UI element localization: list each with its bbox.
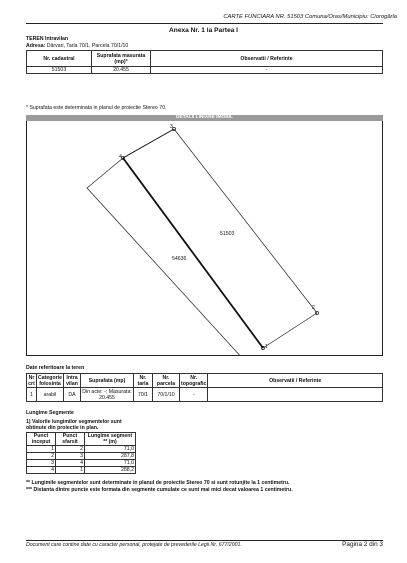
segments-heading: Lungime Segmente <box>26 410 74 416</box>
header-rule <box>26 23 383 24</box>
teren-cell-cadastral: 51503 <box>27 67 92 74</box>
point-2-label: 2 <box>312 305 315 311</box>
land-col-tarla: Nr. tarla <box>134 374 153 388</box>
plan-frame <box>26 115 383 356</box>
land-cell-suprafata: Din acte: -; Masurata: 20.455 <box>82 388 132 401</box>
boundary-line-2-1 <box>263 313 317 348</box>
segment-row-1-start: 1 <box>27 446 56 453</box>
teren-table <box>26 50 383 74</box>
boundary-line-3-4 <box>123 129 174 158</box>
segment-row-4-end: 1 <box>56 467 85 474</box>
teren-cell-suprafata: 20.455 <box>92 67 151 74</box>
land-heading: Date referitoare la teren <box>26 365 85 371</box>
segments-intro: 1) Valorile lungimilor segmentelor sunt obtinute din proiectie in plan. <box>26 419 122 431</box>
segments-table <box>26 432 136 474</box>
land-col-intravilan: Intra vilan <box>64 374 81 388</box>
segment-row-4-start: 4 <box>27 467 56 474</box>
land-cell-parcela: 70/1/10 <box>153 388 180 402</box>
plan-title: DETALII LINIARE IMOBIL <box>176 115 233 121</box>
address-value: Dârvari, Tarla 70/1, Parcela 70/1/10 <box>46 43 129 49</box>
annex-title: Anexa Nr. 1 la Partea I <box>169 27 238 34</box>
teren-cell-observatii: - <box>151 67 383 74</box>
land-cell-nr: 1 <box>27 388 37 402</box>
point-1-label: 1 <box>265 344 268 350</box>
segments-note-2: *** Distanta dintre puncte este formata din segmente cumulate ce sunt mai mici decat valoarea 1 centimetru. <box>26 487 293 493</box>
segment-row-1-length: 71,0 <box>85 446 136 453</box>
land-col-nr: Nr crt <box>28 374 35 387</box>
land-cell-observatii <box>208 388 383 402</box>
segment-row-2-length: 287,8 <box>85 453 136 460</box>
segment-row-4-length: 288,2 <box>85 467 136 474</box>
segment-row-3-length: 71,0 <box>85 460 136 467</box>
teren-footnote: * Suprafata este determinata in planul de proiectie Stereo 70. <box>26 105 167 111</box>
point-4-label: 4 <box>119 154 122 160</box>
land-col-topografic: Nr. topografic <box>181 374 207 387</box>
land-cell-categorie: arabil <box>37 388 64 402</box>
footer-rule <box>26 540 383 541</box>
segment-row-1-end: 2 <box>56 446 85 453</box>
land-col-parcela: Nr. parcela <box>153 374 180 388</box>
land-table <box>26 373 383 402</box>
point-3-label: 3 <box>170 124 173 130</box>
teren-col-cadastral: Nr. cadastral <box>27 51 92 67</box>
segments-col-end: Punct sfarsit <box>56 433 85 446</box>
teren-col-observatii: Observatii / Referinte <box>151 51 383 67</box>
footer-disclaimer: Document care contine date cu caracter personal, protejate de prevederile Legii Nr. 677/2001. <box>26 542 242 548</box>
parcel-number-label: 51503 <box>220 231 235 237</box>
land-cell-topografic: - <box>180 388 208 402</box>
plan-drawing <box>27 116 382 355</box>
segments-col-start: Punct inceput <box>27 433 56 446</box>
segments-note-1: ** Lungimile segmentelor sunt determinate in planul de proiectie Stereo 70 si sunt rotunjite la 1 centimetru. <box>26 480 290 486</box>
segment-row-2-end: 3 <box>56 453 85 460</box>
segments-col-length: Lungime segment ** (m) <box>85 433 136 446</box>
document-header: CARTE FUNCIARA NR. 51503 Comuna/Oras/Municipiu: Ciorogârla <box>223 14 397 20</box>
teren-col-suprafata: Suprafata masurata (mp)* <box>92 51 151 67</box>
address-label: Adresa: <box>26 43 46 49</box>
segment-row-3-start: 3 <box>27 460 56 467</box>
land-col-suprafata: Suprafata (mp) <box>81 374 134 388</box>
page-number: Pagina 2 din 3 <box>342 541 383 548</box>
land-col-observatii: Observatii / Referinte <box>208 374 383 388</box>
teren-address <box>26 43 128 49</box>
boundary-line-3-2 <box>174 129 317 313</box>
segment-row-3-end: 4 <box>56 460 85 467</box>
neighbor-number-label: 54636 <box>172 256 187 262</box>
segment-row-2-start: 2 <box>27 453 56 460</box>
land-cell-tarla: 70/1 <box>134 388 153 402</box>
teren-heading: TEREN Intravilan <box>26 36 69 42</box>
land-col-categorie: Categorie folosinta <box>38 374 62 387</box>
boundary-line-4-1 <box>123 158 263 348</box>
land-cell-intravilan: DA <box>64 388 81 402</box>
